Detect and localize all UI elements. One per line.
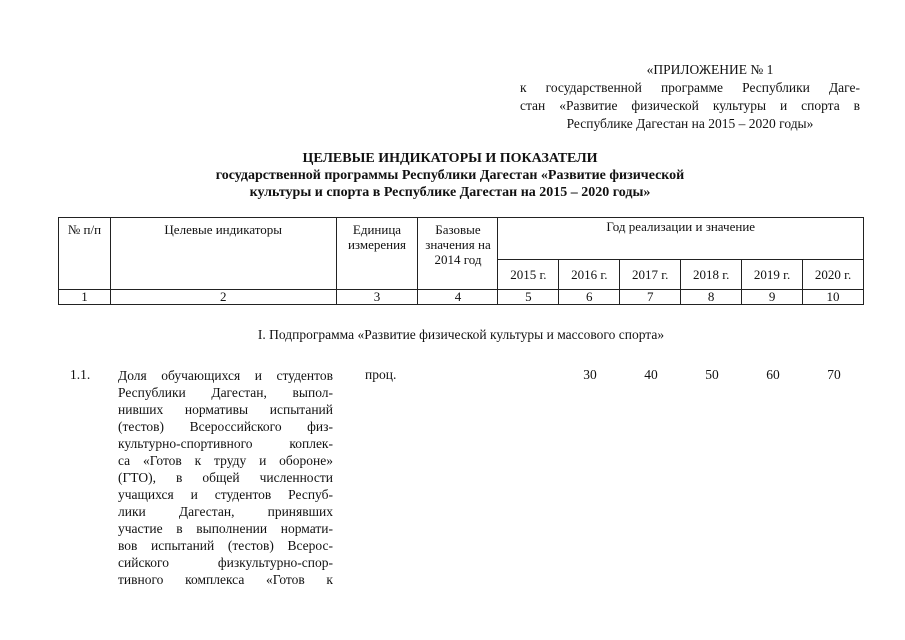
heading-subtitle-line: культуры и спорта в Республике Дагестан на 2015 – 2020 годы» [249,185,651,200]
header-unit: Единица измерения [336,218,418,290]
appendix-header [520,61,860,133]
appendix-line: стан «Развитие физической культуры и спорта в [520,98,860,113]
indicator-text-line: са «Готов к труду и обороне» [118,453,333,468]
indicator-text-line: вов испытаний (тестов) Всерос- [118,538,333,553]
header-year: 2018 г. [681,260,742,290]
row-number: 1.1. [70,367,91,382]
indicator-text-line: тивного комплекса «Готов к [118,572,333,587]
indicator-text-line: Республики Дагестан, выпол- [118,385,333,400]
heading-subtitle-line: государственной программы Республики Дагестан «Развитие физической [215,168,685,183]
column-number: 7 [620,290,681,305]
column-number: 1 [59,290,111,305]
column-number: 3 [336,290,418,305]
appendix-line: к государственной программе Республики Даге- [520,80,860,95]
column-number: 2 [110,290,336,305]
appendix-title: «ПРИЛОЖЕНИЕ № 1 [646,62,774,77]
value-2016: 30 [583,367,597,382]
heading-title: ЦЕЛЕВЫЕ ИНДИКАТОРЫ И ПОКАЗАТЕЛИ [302,151,598,166]
header-years-group: Год реализации и значение [498,218,864,260]
value-2017: 40 [644,367,658,382]
header-indicators: Целевые индикаторы [110,218,336,290]
header-year: 2019 г. [742,260,803,290]
value-2018: 50 [705,367,719,382]
header-base: Базовые значения на 2014 год [418,218,498,290]
document-heading [150,150,750,201]
indicator-text-line: нивших нормативы испытаний [118,402,333,417]
indicator-text-line: (ГТО), в общей численности [118,470,333,485]
indicator-text-line: участие в выполнении нормати- [118,521,333,536]
column-number: 8 [681,290,742,305]
header-year: 2017 г. [620,260,681,290]
column-number: 4 [418,290,498,305]
header-year: 2015 г. [498,260,559,290]
indicator-text-line: (тестов) Всероссийского физ- [118,419,333,434]
value-2020: 70 [827,367,841,382]
column-number: 10 [803,290,864,305]
indicator-description [118,367,333,588]
indicators-table [58,217,864,305]
indicator-text-line: сийского физкультурно-спор- [118,555,333,570]
indicator-text-line: культурно-спортивного коплек- [118,436,333,451]
header-year: 2016 г. [559,260,620,290]
subprogram-title: I. Подпрограмма «Развитие физической культуры и массового спорта» [257,327,665,342]
header-num: № п/п [59,218,111,290]
column-number: 6 [559,290,620,305]
indicator-unit: проц. [365,367,397,382]
header-year: 2020 г. [803,260,864,290]
column-number: 5 [498,290,559,305]
value-2019: 60 [766,367,780,382]
indicator-text-line: Доля обучающихся и студентов [118,368,333,383]
appendix-line: Республике Дагестан на 2015 – 2020 годы» [566,116,814,131]
indicator-text-line: учащихся и студентов Респуб- [118,487,333,502]
indicator-text-line: лики Дагестан, принявших [118,504,333,519]
column-number: 9 [742,290,803,305]
